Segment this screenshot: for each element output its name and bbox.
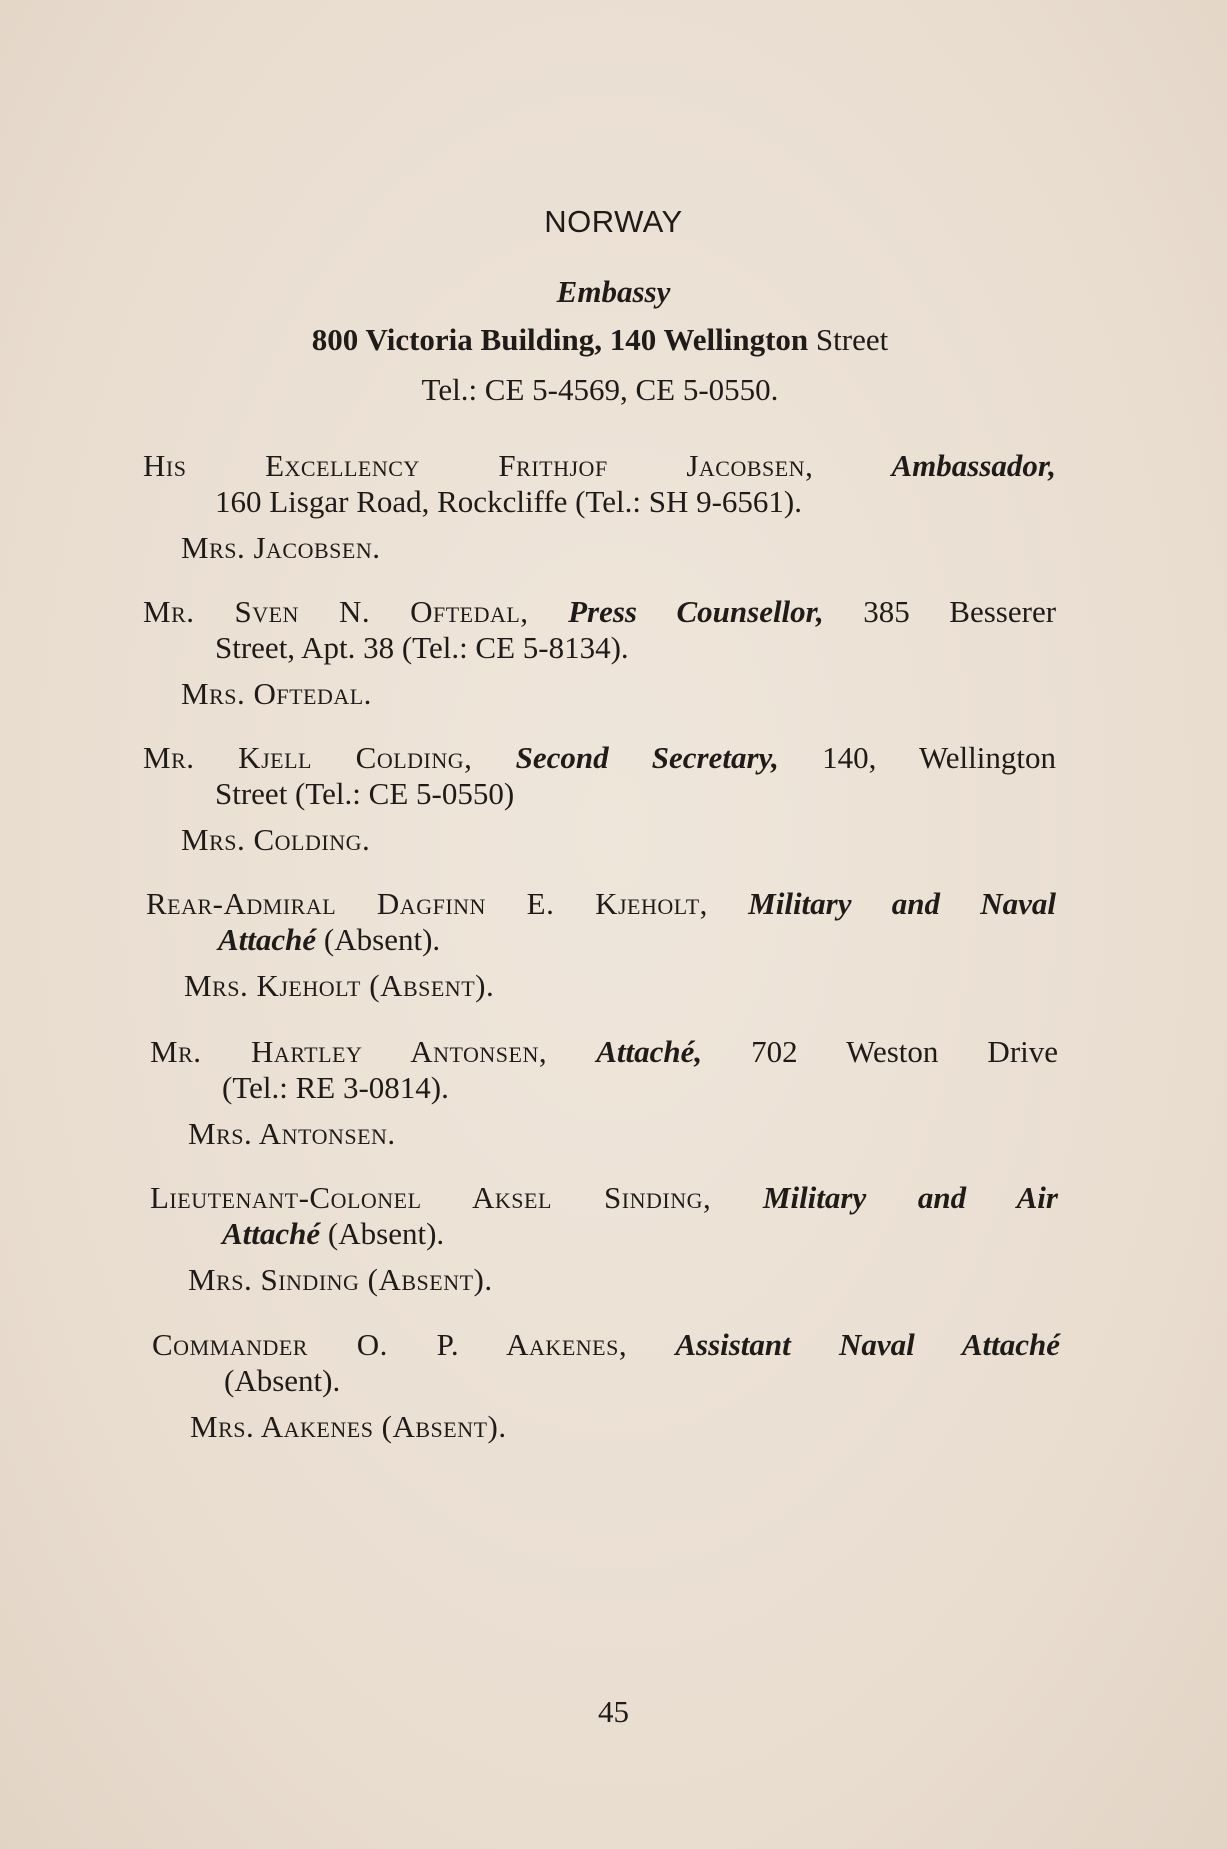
entry-continuation-title: Attaché	[218, 922, 317, 957]
entry-continuation: Street, Apt. 38 (Tel.: CE 5-8134).	[215, 630, 629, 665]
embassy-telephone: Tel.: CE 5-4569, CE 5-0550.	[421, 372, 779, 407]
entry-rest: 385 Besserer	[863, 594, 1057, 629]
staff-entry	[146, 886, 1056, 1004]
entry-continuation-rest: (Absent).	[320, 1216, 445, 1251]
entry-spouse: Mrs. Colding.	[181, 822, 371, 857]
staff-entry	[150, 1180, 1058, 1298]
section-heading: Embassy	[556, 274, 671, 309]
entry-continuation: (Absent).	[224, 1363, 341, 1398]
entry-title: Assistant Naval Attaché	[675, 1327, 1061, 1362]
entry-continuation-rest: (Absent).	[316, 922, 441, 957]
entry-first-line	[150, 1034, 1058, 1070]
entry-continuation	[150, 1216, 1058, 1252]
entry-title: Military and Air	[762, 1180, 1058, 1215]
entry-title: Press Counsellor,	[568, 594, 824, 629]
entry-name: Mr. Kjell Colding,	[143, 740, 473, 775]
entry-title: Attaché,	[596, 1034, 703, 1069]
entry-name: His Excellency Frithjof Jacobsen,	[143, 448, 814, 483]
address-rest: Street	[808, 322, 889, 357]
entry-spouse: Mrs. Sinding (Absent).	[188, 1262, 493, 1297]
entry-continuation	[146, 922, 1056, 958]
entry-spouse: Mrs. Jacobsen.	[181, 530, 381, 565]
entry-title: Military and Naval	[748, 886, 1057, 921]
entry-first-line	[143, 448, 1056, 484]
entry-continuation-title: Attaché	[222, 1216, 321, 1251]
entry-spouse: Mrs. Aakenes (Absent).	[190, 1409, 507, 1444]
staff-entry	[152, 1327, 1060, 1445]
entry-first-line	[143, 594, 1056, 630]
entry-first-line	[146, 886, 1056, 922]
entry-first-line	[152, 1327, 1060, 1363]
country-heading: NORWAY	[544, 204, 683, 239]
entry-continuation: (Tel.: RE 3-0814).	[222, 1070, 449, 1105]
entry-continuation: Street (Tel.: CE 5-0550)	[215, 776, 515, 811]
entry-spouse: Mrs. Antonsen.	[188, 1116, 396, 1151]
entry-spouse: Mrs. Kjeholt (Absent).	[184, 968, 495, 1003]
staff-entry	[143, 448, 1056, 566]
address-bold: 800 Victoria Building, 140 Wellington	[311, 322, 809, 357]
embassy-address	[0, 322, 1200, 358]
staff-entry	[143, 740, 1056, 858]
entry-name: Mr. Sven N. Oftedal,	[143, 594, 529, 629]
staff-entry	[143, 594, 1056, 712]
entry-name: Rear-Admiral Dagfinn E. Kjeholt,	[146, 886, 708, 921]
entry-name: Mr. Hartley Antonsen,	[150, 1034, 548, 1069]
page-number: 45	[598, 1694, 629, 1729]
staff-entry	[150, 1034, 1058, 1152]
entry-rest: 702 Weston Drive	[751, 1034, 1059, 1069]
entry-name: Commander O. P. Aakenes,	[152, 1327, 628, 1362]
entry-title: Second Secretary,	[515, 740, 779, 775]
entry-first-line	[143, 740, 1056, 776]
entry-continuation: 160 Lisgar Road, Rockcliffe (Tel.: SH 9-6561).	[215, 484, 803, 519]
entry-title: Ambassador,	[891, 448, 1056, 483]
entry-spouse: Mrs. Oftedal.	[181, 676, 372, 711]
entry-first-line	[150, 1180, 1058, 1216]
entry-rest: 140, Wellington	[822, 740, 1057, 775]
entry-name: Lieutenant-Colonel Aksel Sinding,	[150, 1180, 712, 1215]
